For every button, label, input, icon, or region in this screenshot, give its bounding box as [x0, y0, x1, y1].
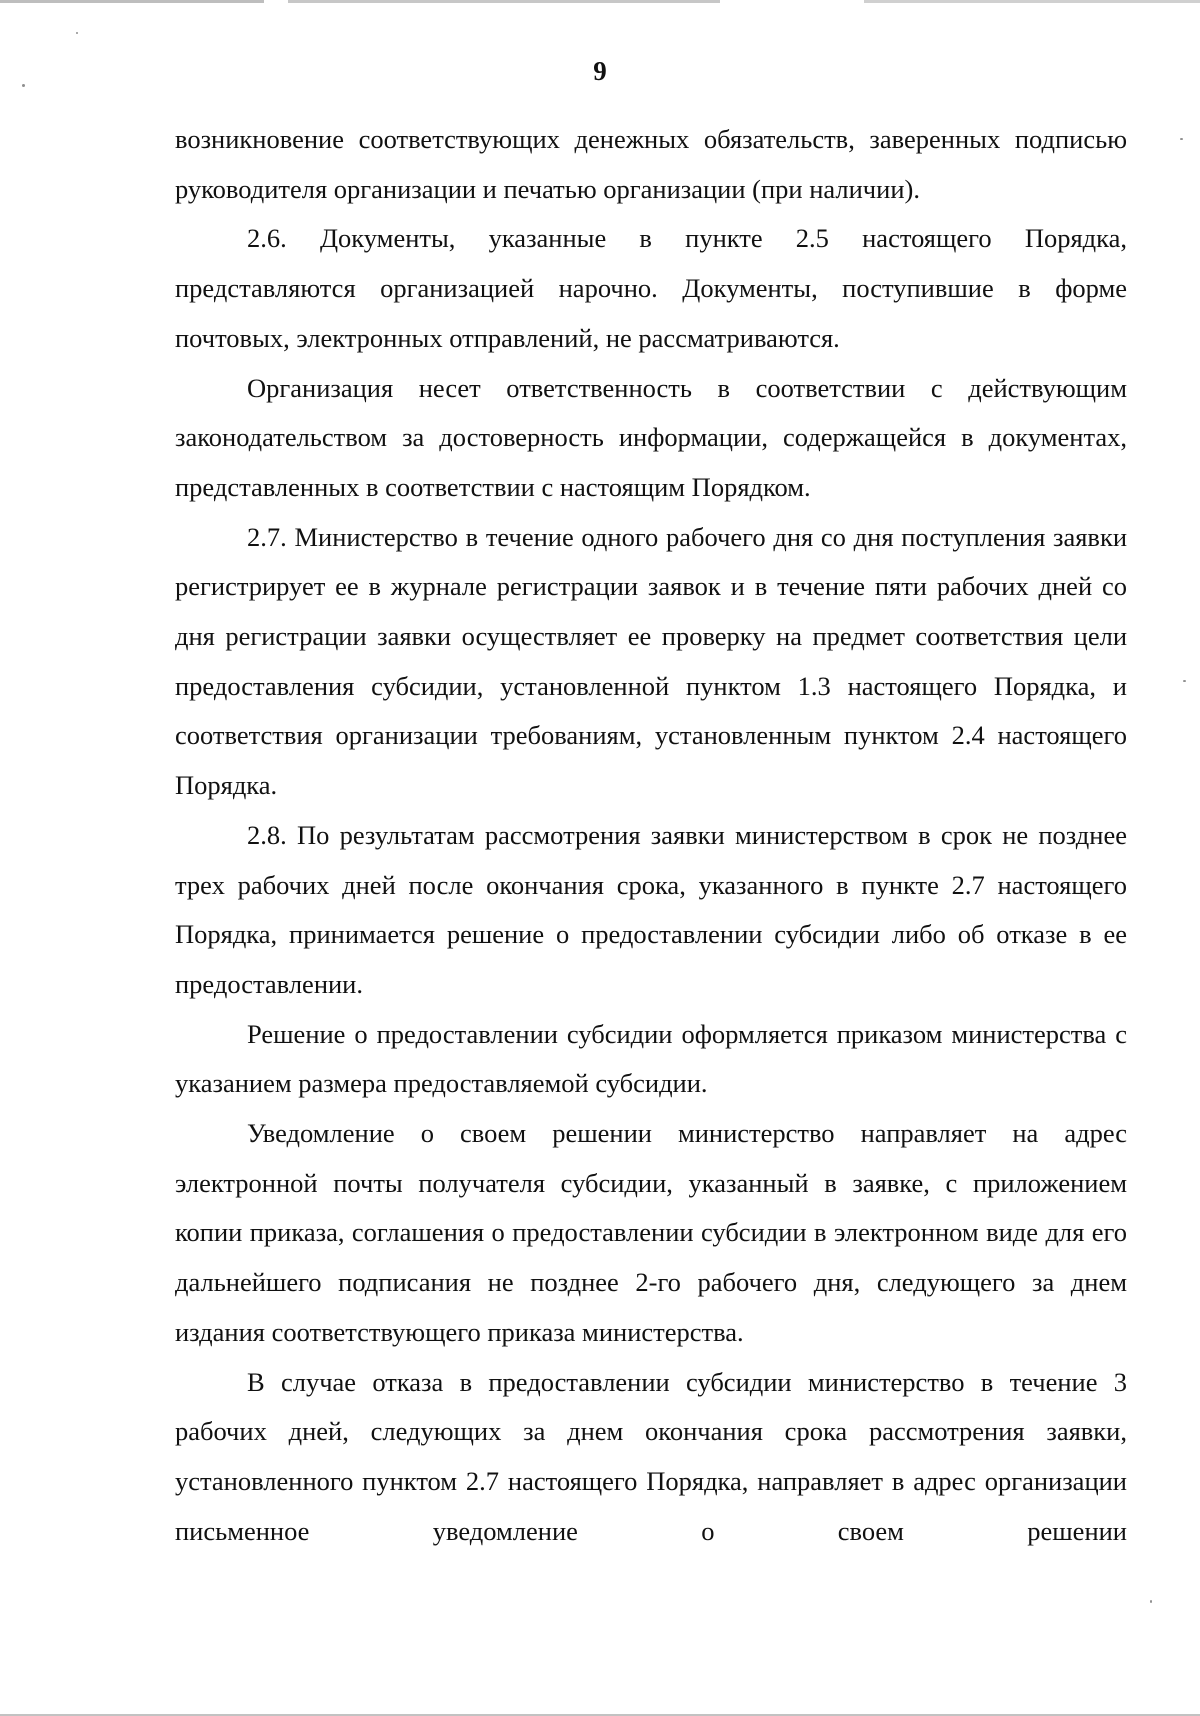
document-body: [175, 115, 1127, 1556]
scan-speck: [1183, 680, 1186, 682]
paragraph-responsibility: Организация несет ответственность в соответствии с действующим законодательством за достоверность информации, содержащейся в документах, представленных в соответствии с настоящим Порядком.: [175, 372, 1127, 502]
scan-top-edge: [0, 0, 1200, 3]
scan-speck: [76, 32, 78, 34]
paragraph-notification: Уведомление о своем решении министерство направляет на адрес электронной почты получателя субсидии, указанный в заявке, с приложением копии приказа, соглашения о предоставлении субсидии в электронном виде для его дальнейшего подписания не позднее 2-го рабочего дня, следующего за днем издания соответствующего приказа министерства.: [175, 1118, 1127, 1347]
paragraph-continuation: возникновение соответствующих денежных обязательств, заверенных подписью руководителя организации и печатью организации (при наличии).: [175, 124, 1127, 204]
paragraph-2-8: 2.8. По результатам рассмотрения заявки министерством в срок не позднее трех рабочих дней после окончания срока, указанного в пункте 2.7 настоящего Порядка, принимается решение о предоставлении субсидии либо об отказе в ее предоставлении.: [175, 819, 1127, 999]
scan-speck: [22, 84, 25, 87]
paragraph-2-7: 2.7. Министерство в течение одного рабочего дня со дня поступления заявки регистрирует ее в журнале регистрации заявок и в течение пяти рабочих дней со дня регистрации заявки осуществляет ее проверку на предмет соответствия цели предоставления субсидии, установленной пунктом 1.3 настоящего Порядка, и соответствия организации требованиям, установленным пунктом 2.4 настоящего Порядка.: [175, 521, 1127, 801]
page-number: 9: [593, 56, 607, 86]
paragraph-decision: Решение о предоставлении субсидии оформляется приказом министерства с указанием размера предоставляемой субсидии.: [175, 1018, 1127, 1099]
paragraph-2-6: 2.6. Документы, указанные в пункте 2.5 настоящего Порядка, представляются организацией нарочно. Документы, поступившие в форме почтовых, электронных отправлений, не рассматриваются.: [175, 223, 1127, 353]
scan-speck: [1150, 1600, 1152, 1603]
paragraph-refusal: В случае отказа в предоставлении субсидии министерство в течение 3 рабочих дней, следующих за днем окончания срока рассмотрения заявки, установленного пунктом 2.7 настоящего Порядка, направляет в адрес организации письменное уведомление о своем решении: [175, 1366, 1127, 1546]
scan-speck: [1180, 138, 1183, 140]
